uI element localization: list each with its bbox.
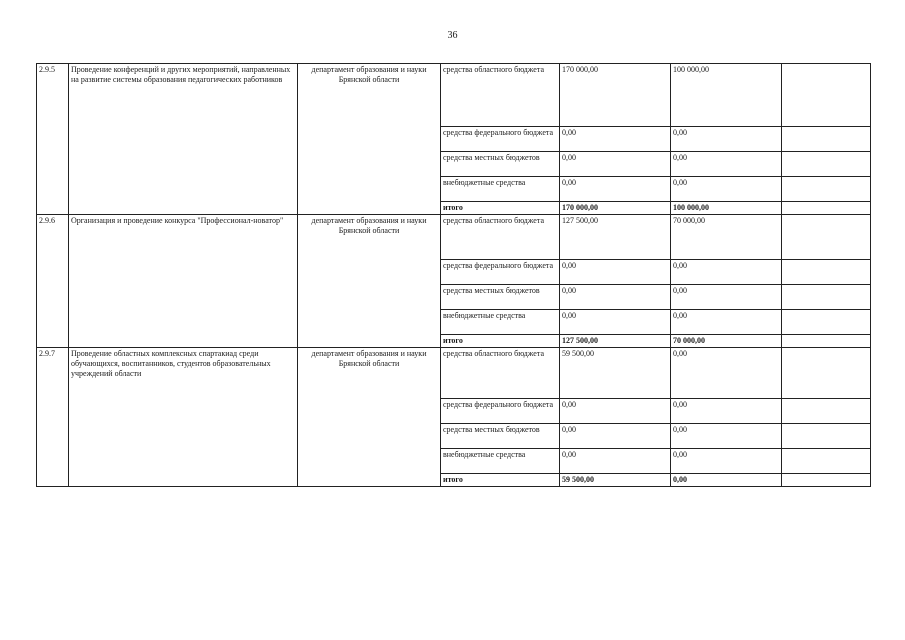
amount-1: 0,00 [560,424,671,449]
amount-1: 127 500,00 [560,215,671,260]
total-amount-2: 0,00 [671,474,782,487]
amount-2: 0,00 [671,152,782,177]
table-row [37,348,871,399]
table-row [37,215,871,260]
empty-cell [782,215,871,260]
row-number: 2.9.7 [37,348,69,487]
responsible-department: департамент образования и науки Брянской области [298,348,441,487]
amount-2: 0,00 [671,310,782,335]
amount-1: 0,00 [560,399,671,424]
funding-source: средства местных бюджетов [441,424,560,449]
empty-cell [782,260,871,285]
budget-table [36,63,871,487]
total-amount-2: 100 000,00 [671,202,782,215]
total-label: итого [441,202,560,215]
amount-2: 0,00 [671,177,782,202]
funding-source: внебюджетные средства [441,449,560,474]
page-number: 36 [447,30,458,41]
measure-title: Проведение областных комплексных спартакиад среди обучающихся, воспитанников, студентов образовательных учреждений области [69,348,298,487]
amount-2: 100 000,00 [671,64,782,127]
amount-1: 0,00 [560,310,671,335]
measure-title: Проведение конференций и других мероприятий, направленных на развитие системы образования педагогических работников [69,64,298,215]
amount-2: 0,00 [671,449,782,474]
total-amount-2: 70 000,00 [671,335,782,348]
empty-cell [782,474,871,487]
responsible-department: департамент образования и науки Брянской области [298,64,441,215]
empty-cell [782,399,871,424]
row-number: 2.9.5 [37,64,69,215]
amount-2: 0,00 [671,127,782,152]
amount-2: 0,00 [671,260,782,285]
empty-cell [782,348,871,399]
empty-cell [782,152,871,177]
amount-1: 170 000,00 [560,64,671,127]
funding-source: средства федерального бюджета [441,127,560,152]
funding-source: средства областного бюджета [441,215,560,260]
amount-1: 0,00 [560,127,671,152]
amount-2: 0,00 [671,424,782,449]
amount-1: 0,00 [560,285,671,310]
total-amount-1: 59 500,00 [560,474,671,487]
amount-2: 70 000,00 [671,215,782,260]
total-label: итого [441,474,560,487]
funding-source: внебюджетные средства [441,177,560,202]
amount-2: 0,00 [671,399,782,424]
funding-source: средства местных бюджетов [441,285,560,310]
amount-2: 0,00 [671,348,782,399]
total-amount-1: 170 000,00 [560,202,671,215]
funding-source: средства областного бюджета [441,64,560,127]
funding-source: средства местных бюджетов [441,152,560,177]
empty-cell [782,310,871,335]
amount-1: 59 500,00 [560,348,671,399]
empty-cell [782,449,871,474]
funding-source: внебюджетные средства [441,310,560,335]
measure-title: Организация и проведение конкурса "Профессионал-новатор" [69,215,298,348]
amount-1: 0,00 [560,260,671,285]
empty-cell [782,335,871,348]
empty-cell [782,285,871,310]
empty-cell [782,64,871,127]
funding-source: средства федерального бюджета [441,399,560,424]
funding-source: средства областного бюджета [441,348,560,399]
amount-2: 0,00 [671,285,782,310]
amount-1: 0,00 [560,449,671,474]
empty-cell [782,424,871,449]
empty-cell [782,127,871,152]
amount-1: 0,00 [560,152,671,177]
responsible-department: департамент образования и науки Брянской области [298,215,441,348]
total-label: итого [441,335,560,348]
empty-cell [782,202,871,215]
empty-cell [782,177,871,202]
table-row [37,64,871,127]
amount-1: 0,00 [560,177,671,202]
total-amount-1: 127 500,00 [560,335,671,348]
row-number: 2.9.6 [37,215,69,348]
funding-source: средства федерального бюджета [441,260,560,285]
